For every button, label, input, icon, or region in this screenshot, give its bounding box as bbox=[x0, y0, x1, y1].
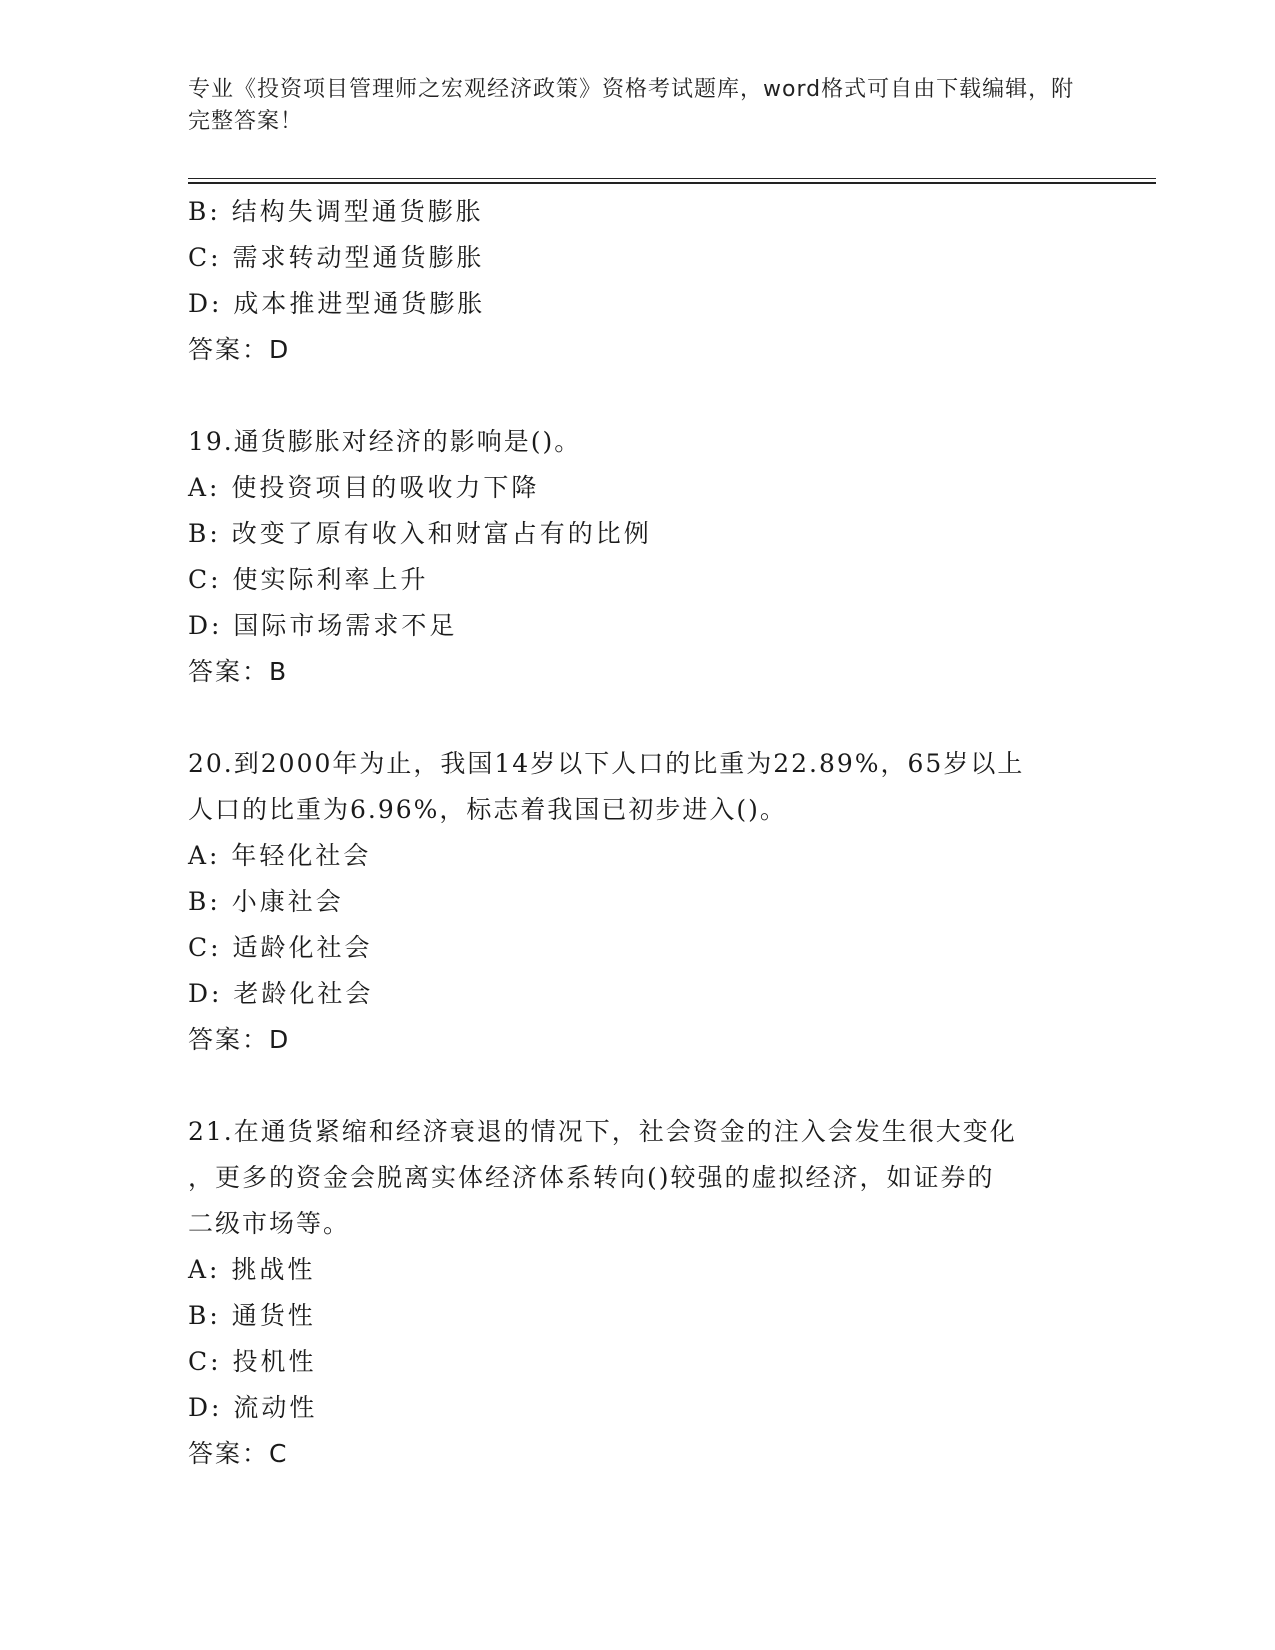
option-b: B: 改变了原有收入和财富占有的比例 bbox=[188, 519, 652, 548]
question-stem bbox=[188, 1109, 1088, 1247]
header-divider-thick bbox=[188, 182, 1156, 184]
option-d: D: 国际市场需求不足 bbox=[188, 611, 458, 640]
stem-line: ，更多的资金会脱离实体经济体系转向()较强的虚拟经济，如证券的 bbox=[188, 1163, 995, 1192]
spacer bbox=[188, 373, 1088, 419]
stem-line: 20.到2000年为止，我国14岁以下人口的比重为22.89%，65岁以上 bbox=[188, 749, 1025, 778]
option-a: A: 使投资项目的吸收力下降 bbox=[188, 473, 540, 502]
option-a: A: 年轻化社会 bbox=[188, 841, 372, 870]
option-c: C: 投机性 bbox=[188, 1347, 317, 1376]
option-c: C: 使实际利率上升 bbox=[188, 565, 429, 594]
stem-line: 21.在通货紧缩和经济衰退的情况下，社会资金的注入会发生很大变化 bbox=[188, 1117, 1017, 1146]
document-header: 专业《投资项目管理师之宏观经济政策》资格考试题库，word格式可自由下载编辑，附完整答案！ bbox=[188, 77, 1075, 134]
option-d: D: 老龄化社会 bbox=[188, 979, 374, 1008]
stem-line: 人口的比重为6.96%，标志着我国已初步进入()。 bbox=[188, 795, 787, 824]
answer-line: 答案：D bbox=[188, 335, 291, 364]
stem-line: 19.通货膨胀对经济的影响是()。 bbox=[188, 427, 582, 456]
spacer bbox=[188, 1063, 1088, 1109]
question-content bbox=[188, 189, 1088, 1477]
question-20 bbox=[188, 741, 1088, 1063]
option-d: D: 成本推进型通货膨胀 bbox=[188, 289, 486, 318]
option-c: C: 适龄化社会 bbox=[188, 933, 373, 962]
spacer bbox=[188, 695, 1088, 741]
question-21 bbox=[188, 1109, 1088, 1477]
header-divider-thin bbox=[188, 178, 1156, 179]
answer-line: 答案：B bbox=[188, 657, 289, 686]
question-stem bbox=[188, 741, 1088, 833]
question-18-continued bbox=[188, 189, 1088, 373]
question-19 bbox=[188, 419, 1088, 695]
option-d: D: 流动性 bbox=[188, 1393, 318, 1422]
option-b: B: 结构失调型通货膨胀 bbox=[188, 197, 484, 226]
option-c: C: 需求转动型通货膨胀 bbox=[188, 243, 485, 272]
answer-line: 答案：D bbox=[188, 1025, 291, 1054]
answer-line: 答案：C bbox=[188, 1439, 289, 1468]
stem-line: 二级市场等。 bbox=[188, 1209, 351, 1238]
option-a: A: 挑战性 bbox=[188, 1255, 316, 1284]
question-stem bbox=[188, 419, 1088, 465]
option-b: B: 通货性 bbox=[188, 1301, 316, 1330]
option-b: B: 小康社会 bbox=[188, 887, 344, 916]
